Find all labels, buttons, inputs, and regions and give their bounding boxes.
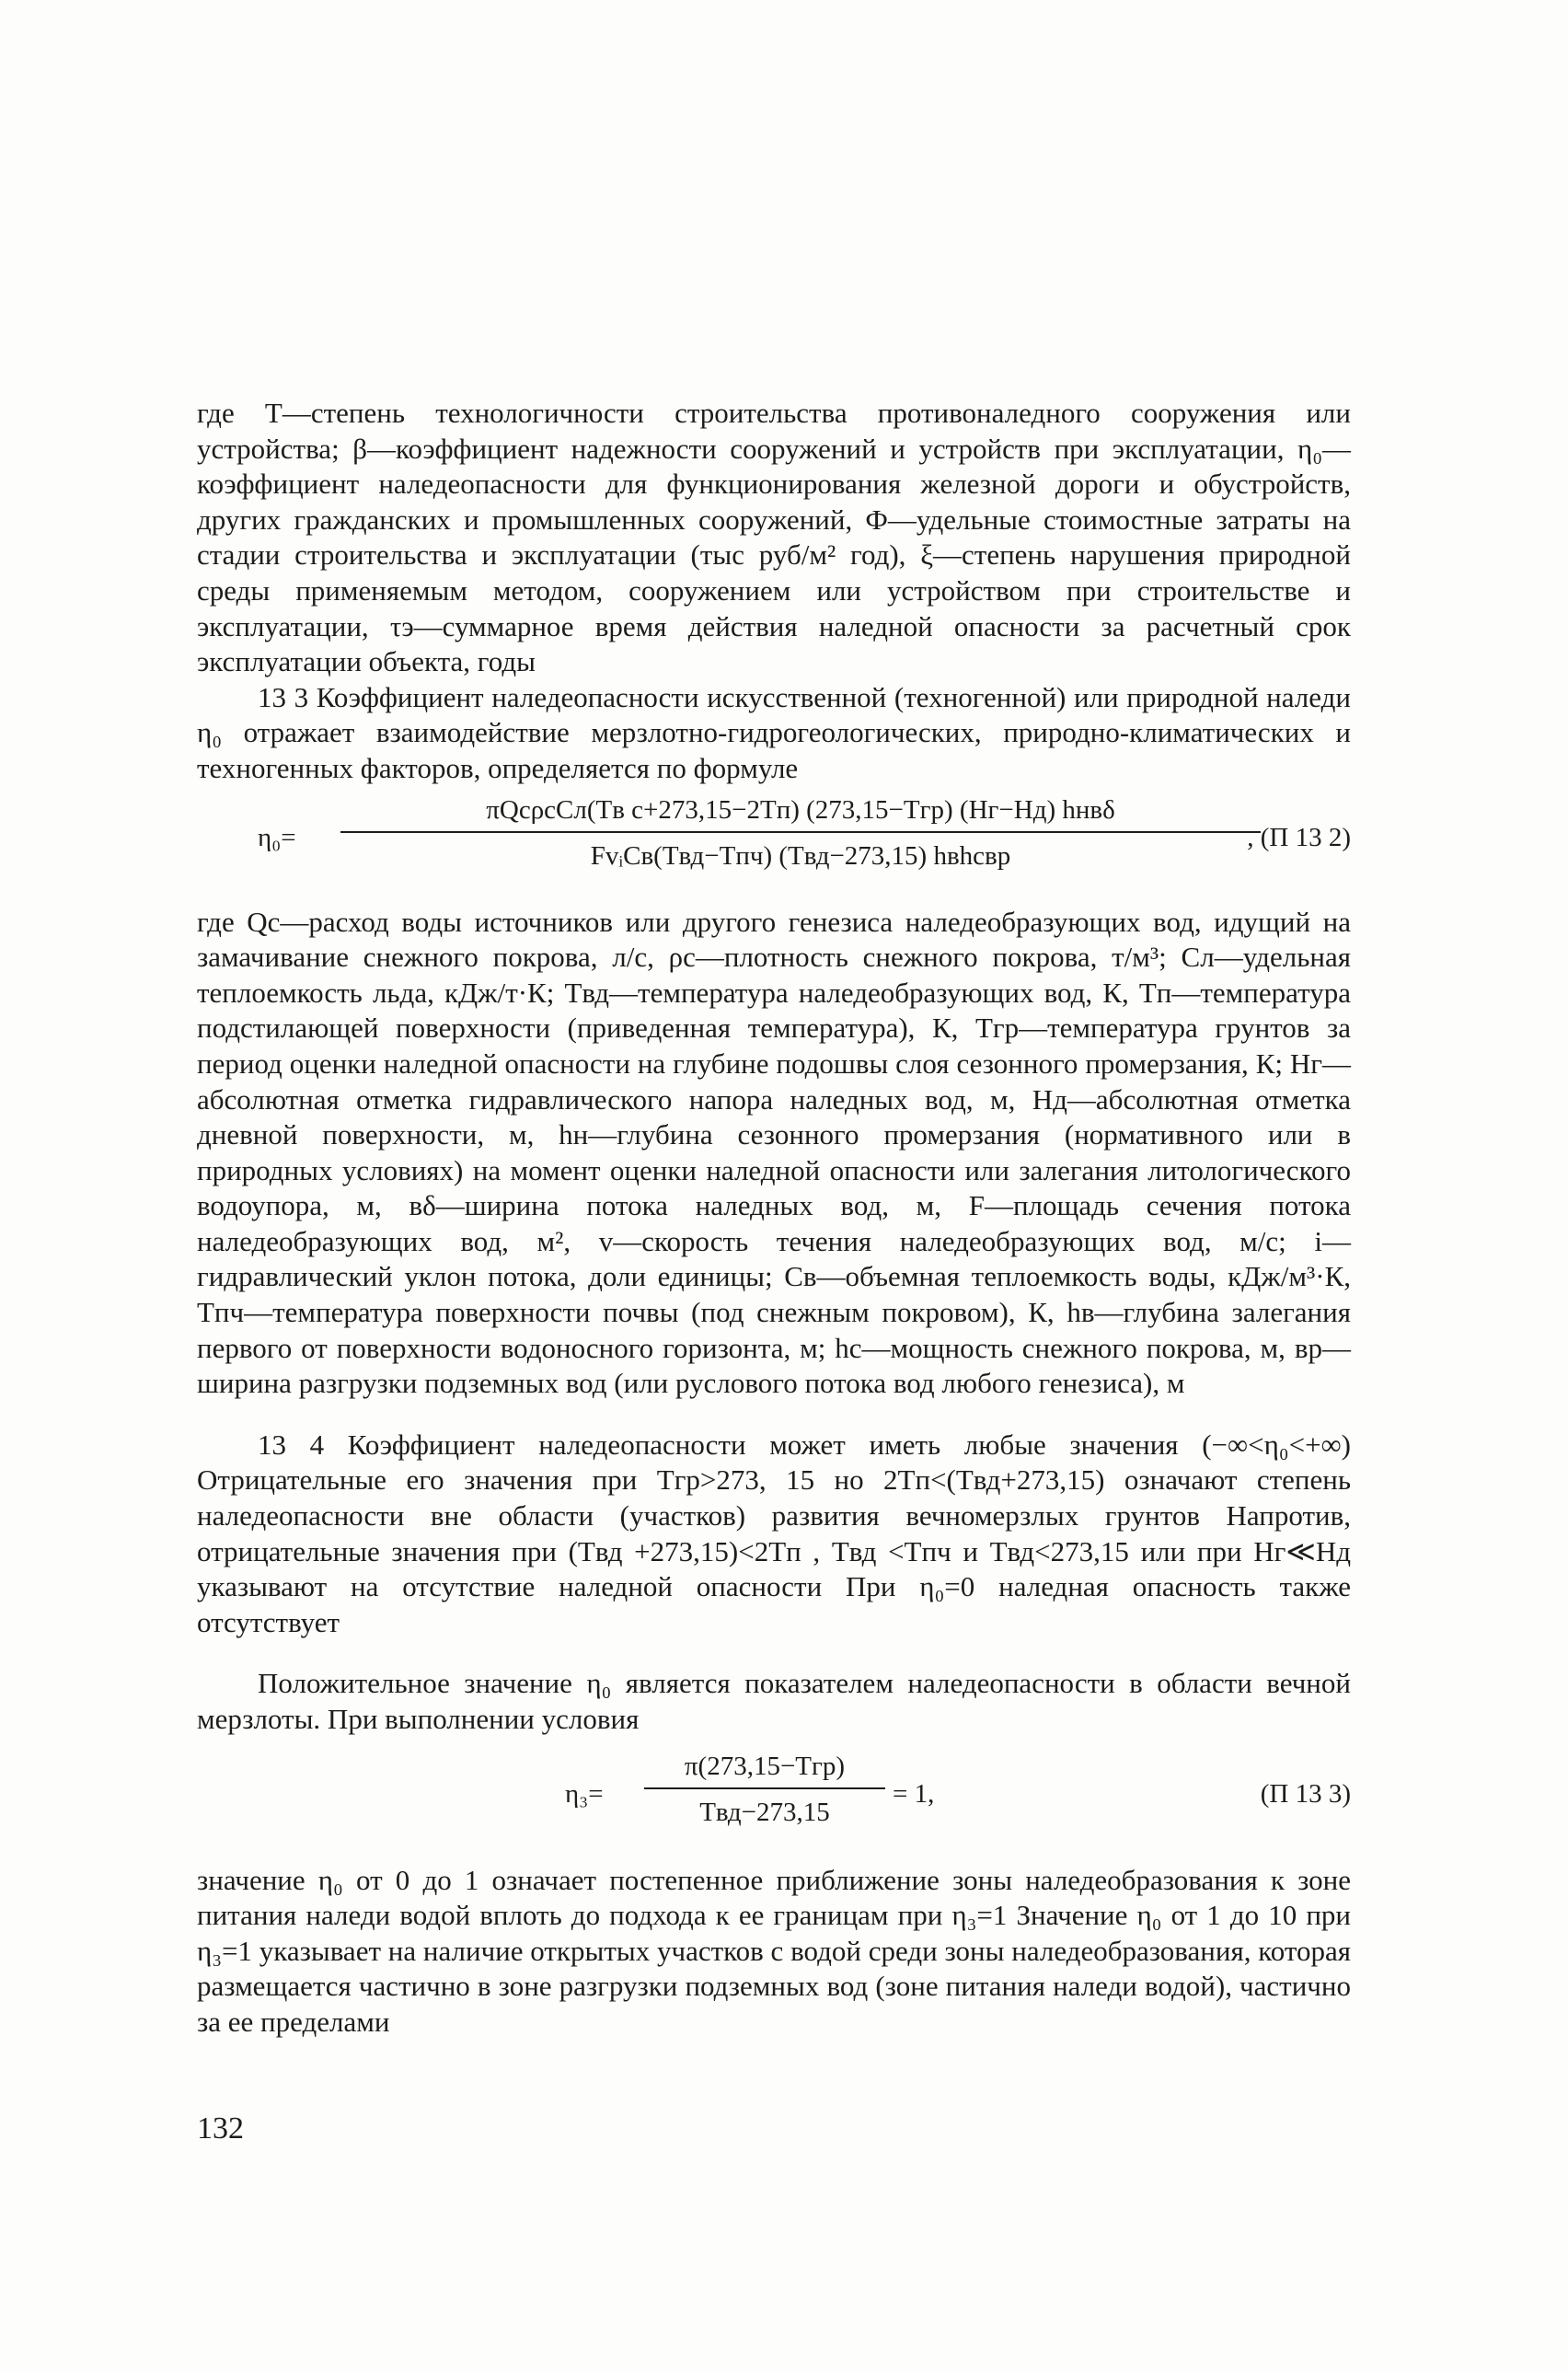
paragraph-definitions-1: где T—степень технологичности строительства противоналедного сооружения или устройства; β—коэффициент надежности сооружений и устройств при эксплуатации, η₀—коэффициент наледеопасности для функционирования железной дороги и обустройств, других гражданских и промышленных сооружений, Ф—удельные стоимостные затраты на стадии строительства и эксплуатации (тыс руб/м² год), ξ—степень нарушения природной среды применяемым методом, сооружением или устройством при строительстве и эксплуатации, τэ—суммарное время действия наледной опасности за расчетный срок эксплуатации объекта, годы: [197, 397, 1351, 678]
formula-2-lhs: η₃=: [565, 1778, 604, 1809]
formula-1-number: , (П 13 2): [1247, 822, 1351, 852]
formula-2-denominator: Tвд−273,15: [699, 1798, 830, 1828]
formula-1-fraction: [340, 792, 1261, 874]
paragraph-positive-value: Положительное значение η₀ является показателем наледеопасности в области вечной мерзлоты. При выполнении условия: [197, 1667, 1351, 1735]
formula-p13-2: [197, 792, 1351, 894]
formula-p13-3: [197, 1749, 1351, 1837]
formula-1-denominator: FvᵢCв(Tвд−Tпч) (Tвд−273,15) hвhcвр: [590, 841, 1011, 872]
formula-2-numerator: π(273,15−Tгр): [644, 1749, 885, 1790]
paragraph-definitions-2: где Qc—расход воды источников или другого генезиса наледеобразующих вод, идущий на замачивание снежного покрова, л/с, ρc—плотность снежного покрова, т/м³; Cл—удельная теплоемкость льда, кДж/т·К; Tвд—температура наледеобразующих вод, К, Tп—температура подстилающей поверхности (приведенная температура), К, Tгр—температура грунтов за период оценки наледной опасности на глубине подошвы слоя сезонного промерзания, К; Hг—абсолютная отметка гидравлического напора наледных вод, м, Hд—абсолютная отметка дневной поверхности, м, hн—глубина сезонного промерзания (нормативного или в природных условиях) на момент оценки наледной опасности или залегания литологического водоупора, м, вδ—ширина потока наледных вод, м, F—площадь сечения потока наледеобразующих вод, м², v—скорость течения наледеобразующих вод, м/с; i—гидравлический уклон потока, доли единицы; Cв—объемная теплоемкость воды, кДж/м³·К, Tпч—температура поверхности почвы (под снежным покровом), К, hв—глубина залегания первого от поверхности водоносного горизонта, м; hc—мощность снежного покрова, м, вр—ширина разгрузки подземных вод (или руслового потока вод любого генезиса), м: [197, 905, 1351, 1400]
text-column: [197, 396, 1351, 2041]
formula-2-rhs: = 1,: [893, 1778, 935, 1809]
formula-2-number: (П 13 3): [1260, 1778, 1351, 1809]
paragraph-13-4: 13 4 Коэффициент наледеопасности может иметь любые значения (−∞<η₀<+∞) Отрицательные его значения при Tгр>273, 15 но 2Tп<(Tвд+273,15) означают степень наледеопасности вне области (участков) развития вечномерзлых грунтов Напротив, отрицательные значения при (Tвд +273,15)<2Tп , Tвд <Tпч и Tвд<273,15 или при Hг≪Hд указывают на отсутствие наледной опасности При η₀=0 наледная опасность также отсутствует: [197, 1428, 1351, 1638]
page-number: 132: [197, 2111, 244, 2145]
formula-2-fraction: [644, 1749, 885, 1831]
formula-1-numerator: πQcρcCл(Tв с+273,15−2Tп) (273,15−Tгр) (Hг−Hд) hнвδ: [340, 792, 1261, 834]
formula-1-lhs: η₀=: [258, 822, 296, 852]
paragraph-13-3: 13 3 Коэффициент наледеопасности искусственной (техногенной) или природной наледи η₀ отражает взаимодействие мерзлотно-гидрогеологических, природно-климатических и техногенных факторов, определяется по формуле: [197, 680, 1351, 784]
paragraph-eta-values: значение η₀ от 0 до 1 означает постепенное приближение зоны наледеобразования к зоне питания наледи водой вплоть до подхода к ее границам при η₃=1 Значение η₀ от 1 до 10 при η₃=1 указывает на наличие открытых участков с водой среди зоны наледеобразования, которая размещается частично в зоне разгрузки подземных вод (зоне питания наледи водой), частично за ее пределами: [197, 1863, 1351, 2038]
